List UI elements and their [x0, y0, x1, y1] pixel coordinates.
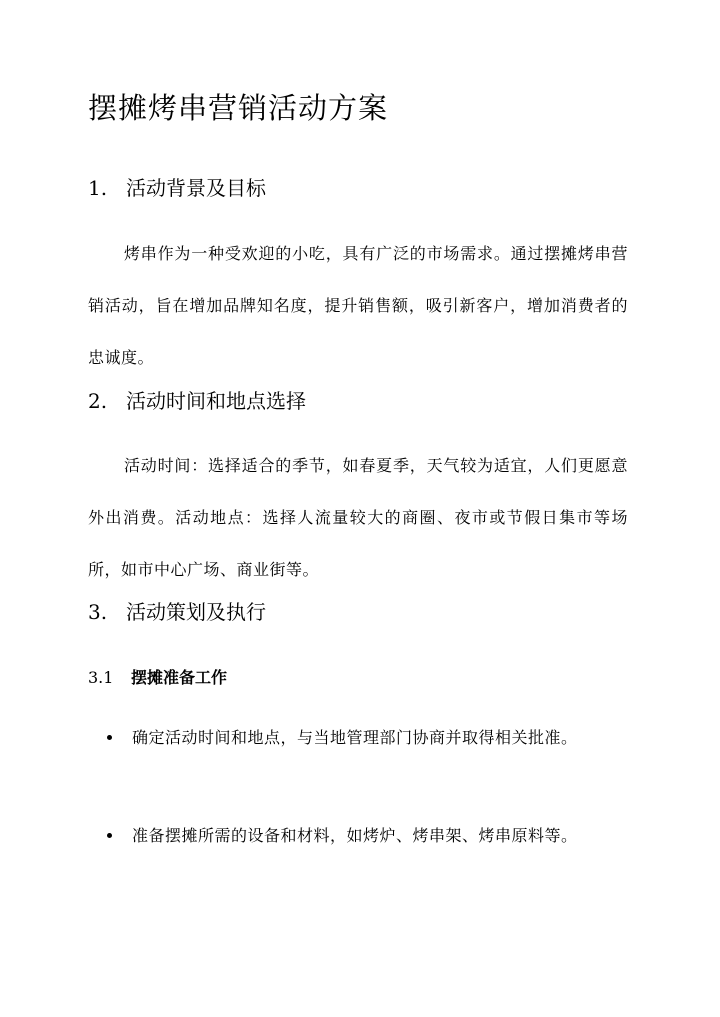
section-2-number: 2. [88, 389, 108, 413]
subsection-3-1-title: 摆摊准备工作 [131, 668, 228, 687]
section-1-heading [88, 173, 266, 203]
document-title: 摆摊烤串营销活动方案 [88, 91, 389, 125]
subsection-3-1-heading [88, 665, 227, 691]
bullet-dot-icon [107, 833, 112, 838]
section-1-title: 活动背景及目标 [126, 176, 266, 200]
subsection-3-1-number: 3.1 [88, 668, 114, 687]
section-3-title: 活动策划及执行 [126, 600, 266, 624]
list-item-text: 确定活动时间和地点，与当地管理部门协商并取得相关批准。 [132, 728, 578, 747]
section-3-number: 3. [88, 600, 108, 624]
bullet-dot-icon [107, 735, 112, 740]
list-item-text: 准备摆摊所需的设备和材料，如烤炉、烤串架、烤串原料等。 [132, 826, 578, 845]
section-2-title: 活动时间和地点选择 [126, 389, 306, 413]
section-1-number: 1. [88, 176, 108, 200]
section-2-heading [88, 386, 306, 416]
section-2-paragraph: 活动时间：选择适合的季节，如春夏季，天气较为适宜，人们更愿意外出消费。活动地点：选择人流量较大的商圈、夜市或节假日集市等场所，如市中心广场、商业街等。 [88, 456, 628, 579]
section-1-paragraph: 烤串作为一种受欢迎的小吃，具有广泛的市场需求。通过摆摊烤串营销活动，旨在增加品牌知名度，提升销售额，吸引新客户，增加消费者的忠诚度。 [88, 244, 628, 367]
section-3-heading [88, 597, 266, 627]
